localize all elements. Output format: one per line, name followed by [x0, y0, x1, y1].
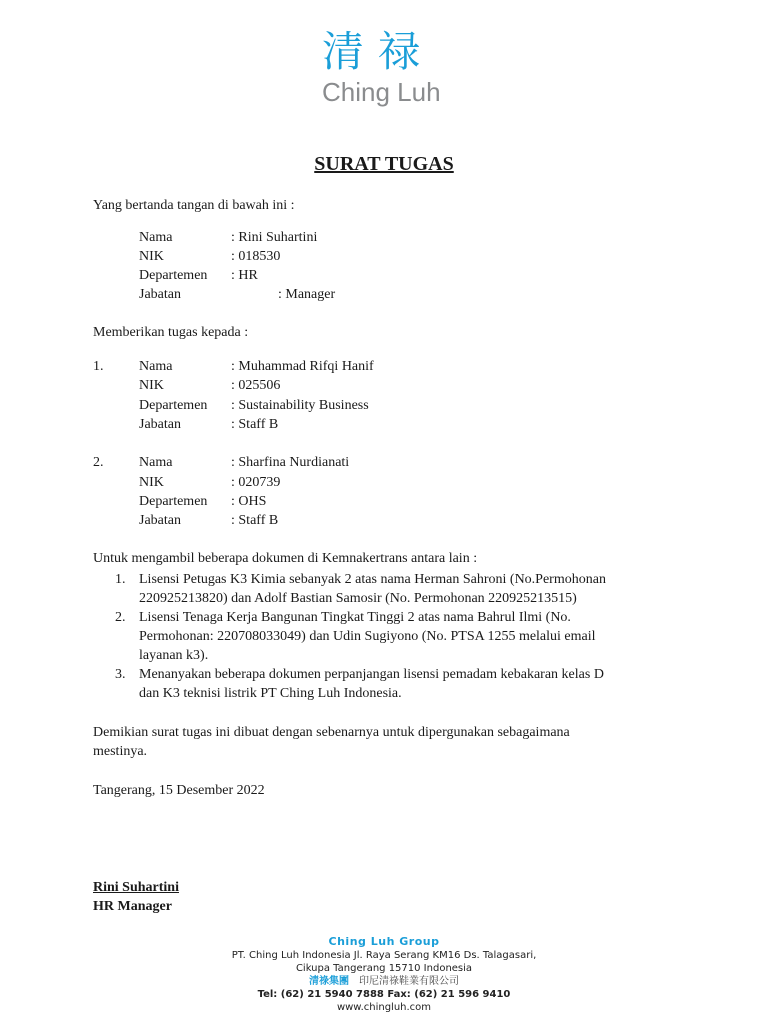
task-intro-text: Untuk mengambil beberapa dokumen di Kemnakertrans antara lain : — [93, 551, 478, 566]
signer-dept-label: Departemen — [139, 268, 208, 283]
assignee-nik-value: : 025506 — [231, 378, 281, 393]
assignee-dept-value: : OHS — [231, 494, 267, 509]
intro-text: Yang bertanda tangan di bawah ini : — [93, 198, 295, 213]
footer-phone: Tel: (62) 21 5940 7888 Fax: (62) 21 596 9410 — [257, 989, 511, 1000]
assignee-nik-label: NIK — [139, 475, 164, 490]
assignee-jabatan-value: : Staff B — [231, 417, 279, 432]
task-text-line: 220925213820) dan Adolf Bastian Samosir (No. Permohonan 220925213515) — [139, 591, 577, 606]
task-number: 1. — [115, 572, 126, 587]
signer-nama-value: : Rini Suhartini — [231, 230, 318, 245]
footer-website: www.chingluh.com — [336, 1002, 432, 1013]
assignee-number: 1. — [93, 359, 104, 374]
task-text-line: Lisensi Tenaga Kerja Bangunan Tingkat Tinggi 2 atas nama Bahrul Ilmi (No. — [139, 610, 571, 625]
place-date: Tangerang, 15 Desember 2022 — [93, 783, 265, 798]
task-text-line: layanan k3). — [139, 648, 209, 663]
letterhead-footer — [0, 934, 768, 1014]
footer-chinese-group: 清祿集團 — [309, 976, 349, 987]
closing-text-line: Demikian surat tugas ini dibuat dengan sebenarnya untuk dipergunakan sebagaimana — [93, 725, 570, 740]
assignee-dept-label: Departemen — [139, 398, 208, 413]
footer-address-line: Cikupa Tangerang 15710 Indonesia — [295, 963, 473, 974]
signer-nik-value: : 018530 — [231, 249, 281, 264]
assignee-jabatan-label: Jabatan — [139, 513, 181, 528]
company-logo — [318, 28, 458, 112]
task-text-line: Permohonan: 220708033049) dan Udin Sugiyono (No. PTSA 1255 melalui email — [139, 629, 596, 644]
document-title: SURAT TUGAS — [314, 153, 454, 175]
signer-nama-label: Nama — [139, 230, 173, 245]
signer-dept-value: : HR — [231, 268, 258, 283]
assignee-nama-value: : Muhammad Rifqi Hanif — [231, 359, 374, 374]
footer-chinese-company: 印尼清祿鞋業有限公司 — [359, 976, 459, 987]
footer-group-name: Ching Luh Group — [328, 935, 440, 948]
assignee-nama-label: Nama — [139, 359, 173, 374]
signer-jabatan-label: Jabatan — [139, 287, 181, 302]
assignee-number: 2. — [93, 455, 104, 470]
task-text-line: Menanyakan beberapa dokumen perpanjangan lisensi pemadam kebakaran kelas D — [139, 667, 604, 682]
logo-chinese-text: 清禄 — [322, 27, 435, 76]
footer-chinese-line — [0, 975, 768, 988]
assign-intro-text: Memberikan tugas kepada : — [93, 325, 249, 340]
signature-name: Rini Suhartini — [93, 880, 179, 895]
signer-nik-label: NIK — [139, 249, 164, 264]
signature-role: HR Manager — [93, 899, 172, 914]
assignee-dept-value: : Sustainability Business — [231, 398, 369, 413]
assignee-nama-label: Nama — [139, 455, 173, 470]
assignee-dept-label: Departemen — [139, 494, 208, 509]
assignee-nama-value: : Sharfina Nurdianati — [231, 455, 350, 470]
assignee-nik-label: NIK — [139, 378, 164, 393]
logo-english-text: Ching Luh — [322, 77, 441, 107]
assignee-jabatan-value: : Staff B — [231, 513, 279, 528]
closing-text-line: mestinya. — [93, 744, 148, 759]
footer-address-line: PT. Ching Luh Indonesia Jl. Raya Serang KM16 Ds. Talagasari, — [231, 950, 537, 961]
task-text-line: dan K3 teknisi listrik PT Ching Luh Indonesia. — [139, 686, 402, 701]
task-number: 3. — [115, 667, 126, 682]
task-number: 2. — [115, 610, 126, 625]
task-text-line: Lisensi Petugas K3 Kimia sebanyak 2 atas nama Herman Sahroni (No.Permohonan — [139, 572, 606, 587]
assignee-jabatan-label: Jabatan — [139, 417, 181, 432]
signer-jabatan-value: : Manager — [278, 287, 336, 302]
assignee-nik-value: : 020739 — [231, 475, 281, 490]
